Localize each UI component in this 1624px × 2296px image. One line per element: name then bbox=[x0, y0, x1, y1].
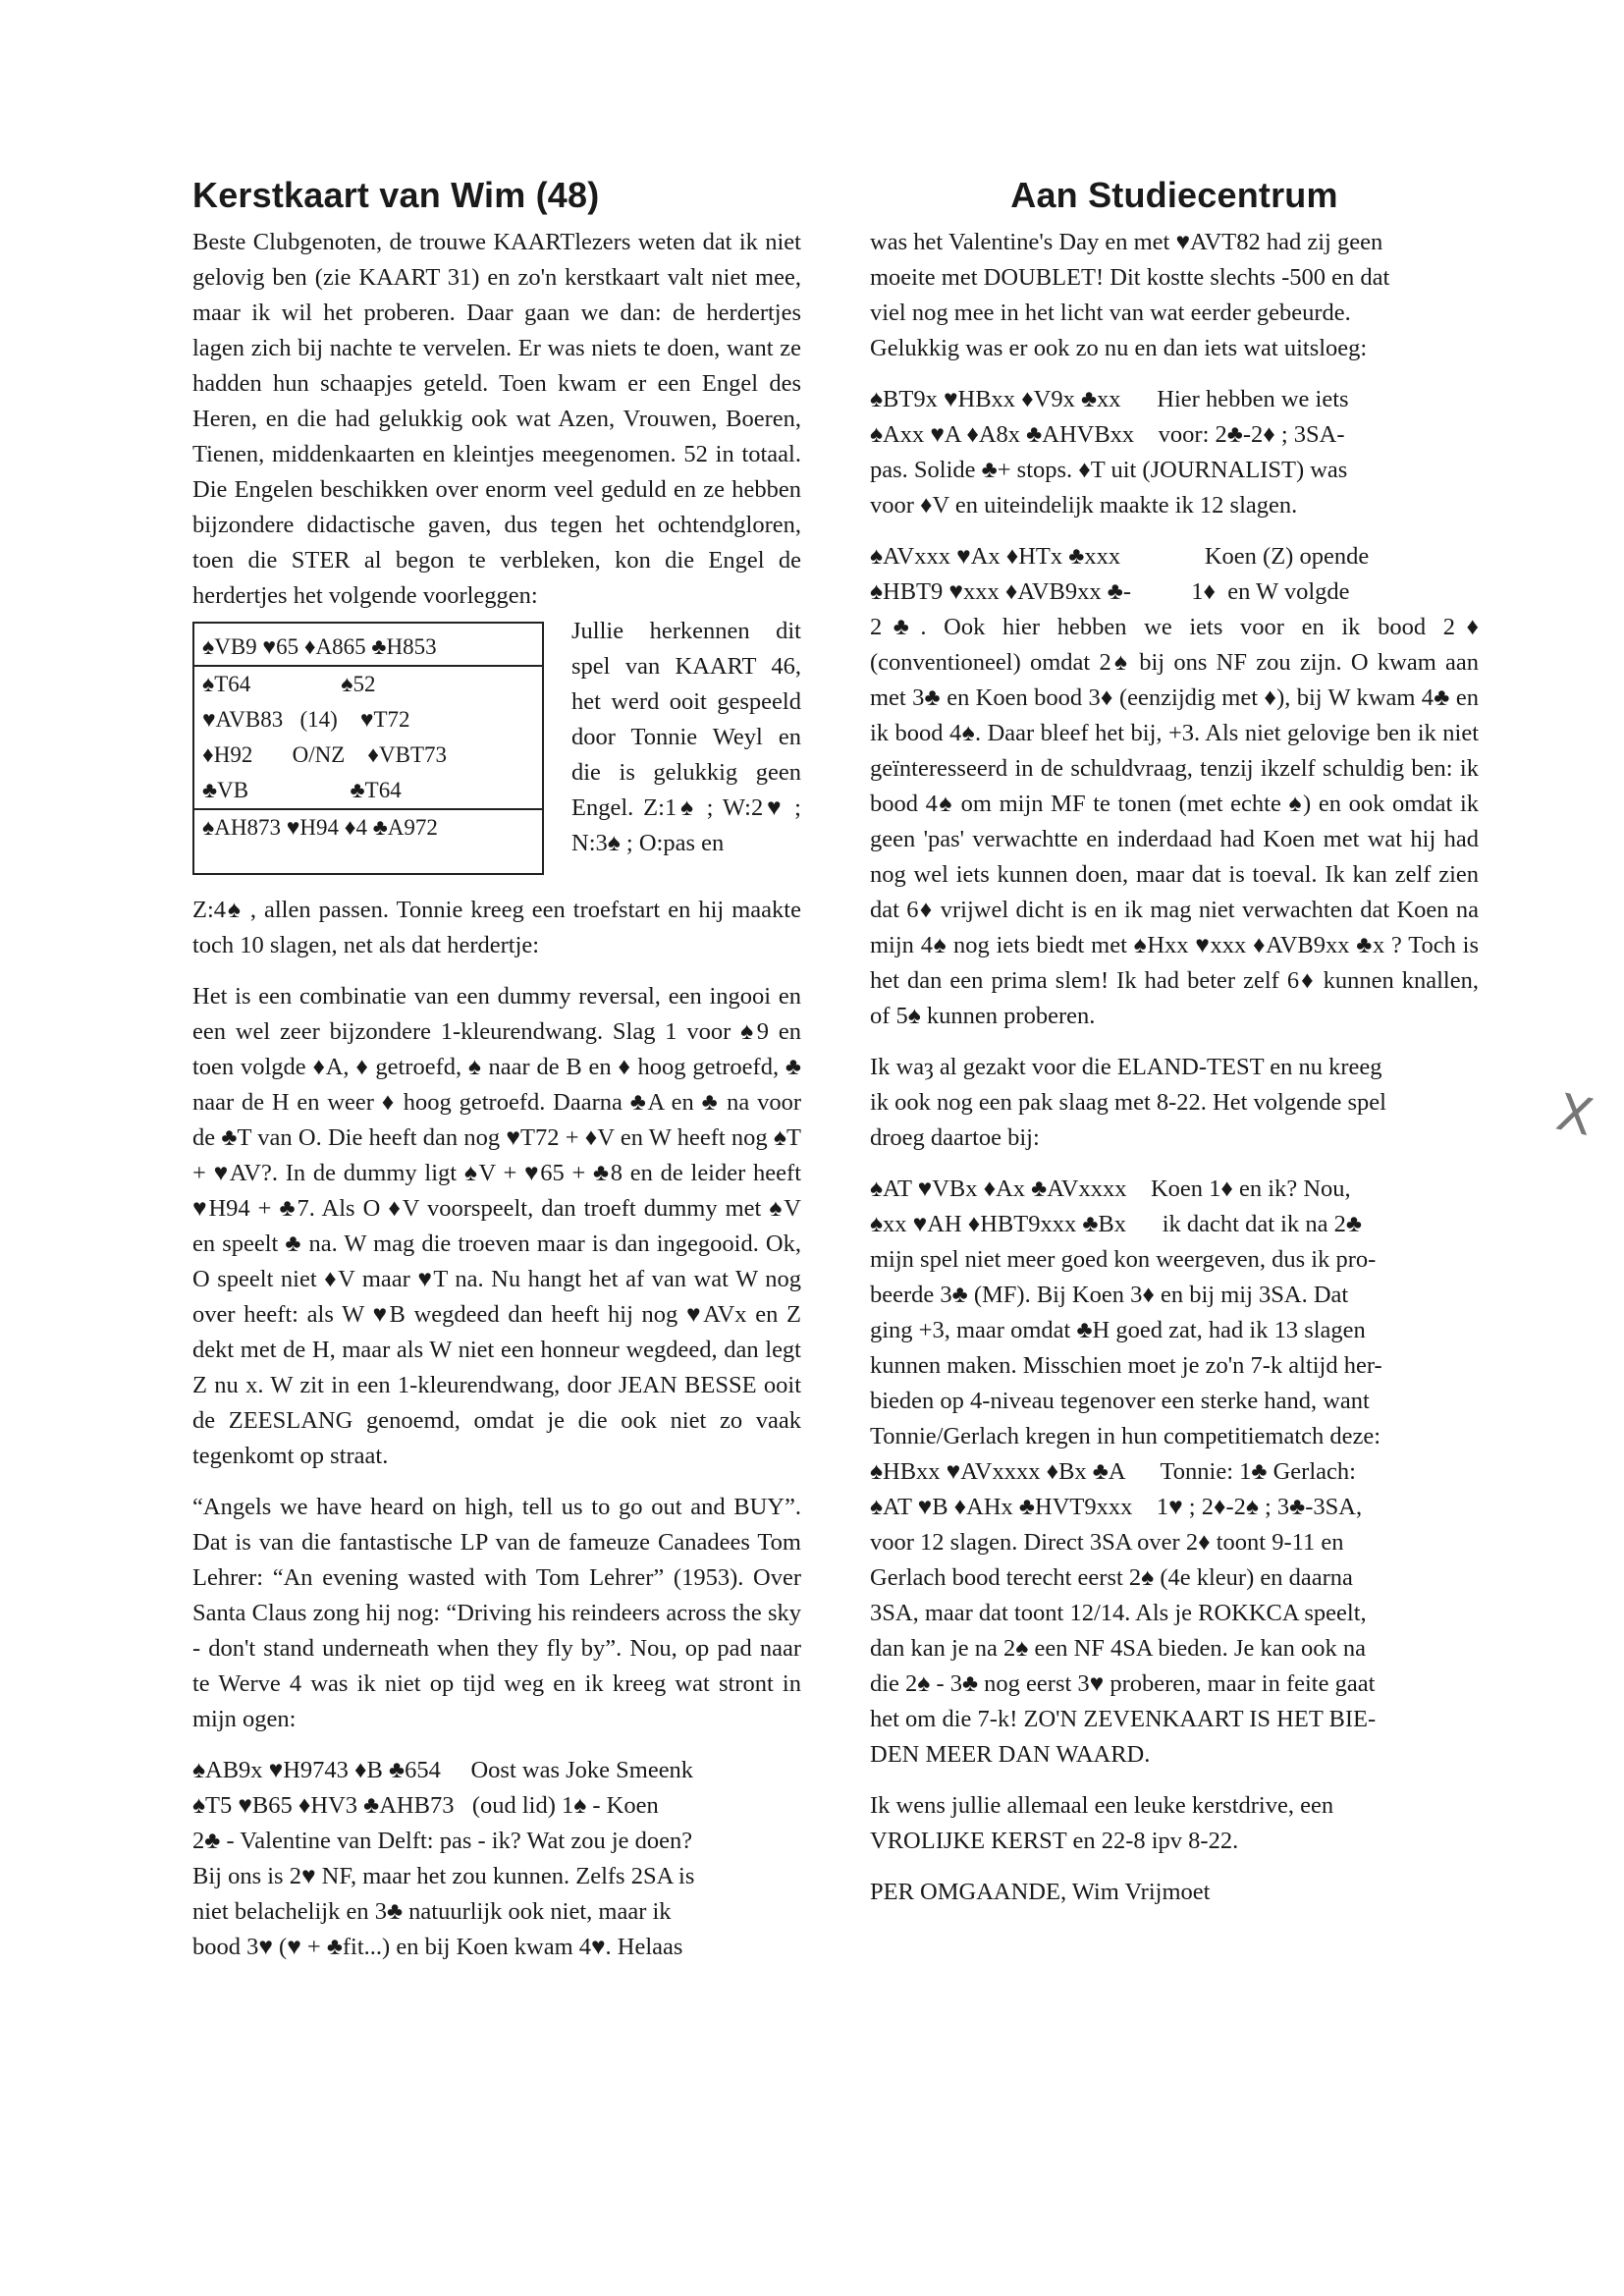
eland-paragraph bbox=[870, 1050, 1479, 1156]
text-line: Ik waȝ al gezakt voor die ELAND-TEST en nu kreeg bbox=[870, 1054, 1382, 1080]
text-line: DEN MEER DAN WAARD. bbox=[870, 1741, 1151, 1768]
right-column bbox=[870, 172, 1479, 1910]
text-line: kunnen maken. Misschien moet je zo'n 7-k altijd her- bbox=[870, 1352, 1382, 1379]
text-line: het om die 7-k! ZO'N ZEVENKAART IS HET BIE- bbox=[870, 1706, 1377, 1732]
hand1-line: ♠T5 ♥B65 ♦HV3 ♣AHB73 (oud lid) 1♠ - Koen bbox=[192, 1792, 659, 1819]
text-line: pas. Solide ♣+ stops. ♦T uit (JOURNALIST) was bbox=[870, 457, 1348, 483]
hand1-line: bood 3♥ (♥ + ♣fit...) en bij Koen kwam 4♥. Helaas bbox=[192, 1934, 683, 1960]
closing-paragraph bbox=[870, 1788, 1479, 1859]
text-line: voor 12 slagen. Direct 3SA over 2♦ toont 9-11 en bbox=[870, 1529, 1344, 1556]
hand1-line: 2♣ - Valentine van Delft: pas - ik? Wat zou je doen? bbox=[192, 1828, 693, 1854]
text-line: beerde 3♣ (MF). Bij Koen 3♦ en bij mij 3SA. Dat bbox=[870, 1282, 1349, 1308]
analysis-paragraph: Het is een combinatie van een dummy reversal, een ingooi en een wel zeer bijzondere 1-kleurendwang. Slag 1 voor ♠9 en toen volgde ♦A, ♦ getroefd, ♠ naar de B en ♦ hoog getroefd, ♣ naar de H en weer ♦ hoog getroefd. Daarna ♣A en ♣ na voor de ♣T van O. Die heeft dan nog ♥T72 + ♦V en W heeft nog ♠T + ♥AV?. In de dummy ligt ♠V + ♥65 + ♣8 en de leider heeft ♥H94 + ♣7. Als O ♦V voorspeelt, dan troeft dummy met ♠V en speelt ♣ na. W mag die troeven maar is dan ingegooid. Ok, O speelt niet ♦V maar ♥T na. Nu hangt het af van wat W nog over heeft: als W ♥B wegdeed dan heeft hij nog ♥AVx en Z dekt met de H, maar als W niet een honneur wegdeed, dan legt Z nu x. W zit in een 1-kleurendwang, door JEAN BESSE ooit de ZEESLANG genoemd, omdat je die ook niet zo vaak tegenkomt op straat. bbox=[192, 983, 801, 1469]
bridge-diagram-section bbox=[192, 618, 801, 887]
diagram-row: ♠T64 ♠52 bbox=[202, 672, 376, 696]
text-line: dan kan je na 2♠ een NF 4SA bieden. Je kan ook na bbox=[870, 1635, 1366, 1662]
text-line: ♠Axx ♥A ♦A8x ♣AHVBxx voor: 2♣-2♦ ; 3SA- bbox=[870, 421, 1345, 448]
text-line: ♠xx ♥AH ♦HBT9xxx ♣Bx ik dacht dat ik na 2♣ bbox=[870, 1211, 1362, 1237]
article-title: Kerstkaart van Wim (48) bbox=[192, 175, 600, 215]
text-line: Gelukkig was er ook zo nu en dan iets wat uitsloeg: bbox=[870, 335, 1368, 361]
text-line: was het Valentine's Day en met ♥AVT82 had zij geen bbox=[870, 229, 1383, 255]
text-line: Gerlach bood terecht eerst 2♠ (4e kleur) en daarna bbox=[870, 1564, 1353, 1591]
text-line: ik ook nog een pak slaag met 8-22. Het volgende spel bbox=[870, 1089, 1386, 1116]
hand1-block bbox=[192, 1753, 801, 1965]
text-line: VROLIJKE KERST en 22-8 ipv 8-22. bbox=[870, 1828, 1239, 1854]
text-line: ♠AT ♥B ♦AHx ♣HVT9xxx 1♥ ; 2♦-2♠ ; 3♣-3SA, bbox=[870, 1494, 1363, 1520]
diagram-row: ♣VB ♣T64 bbox=[202, 778, 402, 802]
hand3-line: ♠HBT9 ♥xxx ♦AVB9xx ♣- 1♦ en W volgde bbox=[870, 578, 1350, 605]
text-line: droeg daartoe bij: bbox=[870, 1124, 1040, 1151]
text-line: mijn spel niet meer goed kon weergeven, dus ik pro- bbox=[870, 1246, 1377, 1273]
signature: PER OMGAANDE, Wim Vrijmoet bbox=[870, 1879, 1211, 1905]
continuation-paragraph bbox=[870, 225, 1479, 366]
hand1-line: ♠AB9x ♥H9743 ♦B ♣654 Oost was Joke Smeenk bbox=[192, 1757, 694, 1783]
text-line: die 2♠ - 3♣ nog eerst 3♥ proberen, maar in feite gaat bbox=[870, 1670, 1376, 1697]
angels-paragraph: “Angels we have heard on high, tell us to go out and BUY”. Dat is van die fantastische LP van de fameuze Canadees Tom Lehrer: “An evening wasted with Tom Lehrer” (1953). Over Santa Claus zong hij nog: “Driving his reindeers across the sky - don't stand underneath when they fly by”. Nou, op pad naar te Werve 4 was ik niet op tijd weg en ik kreeg wat stront in mijn ogen: bbox=[192, 1494, 801, 1732]
text-line: Tonnie/Gerlach kregen in hun competitiematch deze: bbox=[870, 1423, 1381, 1449]
diagram-south: ♠AH873 ♥H94 ♦4 ♣A972 bbox=[202, 815, 438, 840]
text-line: ♠BT9x ♥HBxx ♦V9x ♣xx Hier hebben we iets bbox=[870, 386, 1349, 412]
text-line: ♠AT ♥VBx ♦Ax ♣AVxxxx Koen 1♦ en ik? Nou, bbox=[870, 1175, 1351, 1202]
hand3-line: ♠AVxxx ♥Ax ♦HTx ♣xxx Koen (Z) opende bbox=[870, 543, 1370, 570]
text-line: viel nog mee in het licht van wat eerder gebeurde. bbox=[870, 300, 1351, 326]
text-line: voor ♦V en uiteindelijk maakte ik 12 slagen. bbox=[870, 492, 1298, 519]
after-diagram-paragraph: Z:4♠ , allen passen. Tonnie kreeg een troefstart en hij maakte toch 10 slagen, net als dat herdertje: bbox=[192, 897, 801, 958]
intro-paragraph: Beste Clubgenoten, de trouwe KAARTlezers weten dat ik niet gelovig ben (zie KAART 31) en zo'n kerstkaart valt niet mee, maar ik wil het proberen. Daar gaan we dan: de herdertjes lagen zich bij nachte te vervelen. Er was niets te doen, want ze hadden hun schaapjes geteld. Toen kwam er een Engel des Heren, en die had gelukkig ook wat Azen, Vrouwen, Boeren, Tienen, middenkaarten en kleintjes meegenomen. 52 in totaal. Die Engelen beschikken over enorm veel geduld en ze hebben bijzondere didactische gaven, dus tegen het ochtendgloren, toen die STER al begon te verbleken, kon die Engel de herdertjes het volgende voorleggen: bbox=[192, 229, 801, 609]
diagram-north: ♠VB9 ♥65 ♦A865 ♣H853 bbox=[202, 634, 437, 659]
hand1-line: Bij ons is 2♥ NF, maar het zou kunnen. Zelfs 2SA is bbox=[192, 1863, 695, 1889]
bridge-diagram bbox=[192, 622, 544, 875]
diagram-side-text: Jullie herkennen dit spel van KAART 46, het werd ooit gespeeld door Tonnie Weyl en die is gelukkig geen Engel. Z:1♠ ; W:2♥ ; N:3♠ ; O:pas en bbox=[571, 618, 801, 856]
text-line: moeite met DOUBLET! Dit kostte slechts -500 en dat bbox=[870, 264, 1390, 291]
text-line: Ik wens jullie allemaal een leuke kerstdrive, een bbox=[870, 1792, 1334, 1819]
handwritten-mark: X bbox=[1551, 1082, 1598, 1149]
text-line: 3SA, maar dat toont 12/14. Als je ROKKCA speelt, bbox=[870, 1600, 1367, 1626]
text-line: bieden op 4-niveau tegenover een sterke hand, want bbox=[870, 1388, 1370, 1414]
right-column-title: Aan Studiecentrum bbox=[1010, 175, 1338, 215]
diagram-row: ♦H92 O/NZ ♦VBT73 bbox=[202, 742, 447, 767]
hand3-paragraph: 2♣. Ook hier hebben we iets voor en ik bood 2♦ (conventioneel) omdat 2♠ bij ons NF zou zijn. O kwam aan met 3♣ en Koen bood 3♦ (eenzijdig met ♦), bij W kwam 4♣ en ik bood 4♠. Daar bleef het bij, +3. Als niet gelovige ben ik niet geïnteresseerd in de schuldvraag, tenzij ikzelf schuldig ben: ik bood 4♠ om mijn MF te tonen (met echte ♠) en ook omdat ik geen 'pas' verwachtte en inderdaad had Koen met wat hij had nog wel iets kunnen doen, maar dat is toeval. Ik kan zelf zien dat 6♦ vrijwel dicht is en ik mag niet verwachten dat Koen na mijn 4♠ nog iets biedt met ♠Hxx ♥xxx ♦AVB9xx ♣x ? Toch is het dan een prima slem! Ik had beter zelf 6♦ kunnen knallen, of 5♠ kunnen proberen. bbox=[870, 614, 1479, 1029]
text-line: ♠HBxx ♥AVxxxx ♦Bx ♣A Tonnie: 1♣ Gerlach: bbox=[870, 1458, 1356, 1485]
hand3-block bbox=[870, 539, 1479, 1034]
diagram-row: ♥AVB83 (14) ♥T72 bbox=[202, 707, 410, 732]
hand1-line: niet belachelijk en 3♣ natuurlijk ook niet, maar ik bbox=[192, 1898, 672, 1925]
hand4-block bbox=[870, 1172, 1479, 1773]
text-line: ging +3, maar omdat ♣H goed zat, had ik 13 slagen bbox=[870, 1317, 1366, 1343]
left-column bbox=[192, 172, 801, 1965]
hand2-block bbox=[870, 382, 1479, 523]
